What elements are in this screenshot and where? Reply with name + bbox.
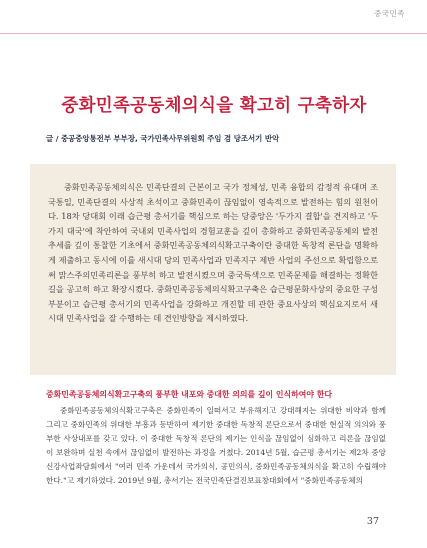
page-number: 37 xyxy=(366,516,379,527)
intro-paragraph: 중화민족공동체의식은 민족단결의 근본이고 국가 정체성, 민족 융합의 감정적 유대며 조국통일, 민족단결의 사상적 초석이고 중화민족이 끊임없이 영속적으로 발전하는 힘의 원천이다. 18차 당대회 이래 습근평 총서기를 핵심으로 하는 당중앙은 '두가지 결합'을 견지하고 '두가지 대국'에 착안하여 국내외 민족사업의 경험교훈을 깊이 총화하고 중화민족공동체의 발전 추세를 깊이 통찰한 기초에서 중화민족공동체의식확고구축이란 중대한 독창적 론단을 명확하게 제출하고 동시에 이를 새시대 당의 민족사업과 민족지구 제반 사업의 주선으로 확립함으로써 맑스주의민족리론을 풍부히 하고 발전시켰으며 중국특색으로 민족문제를 해결하는 정확한 길을 공고히 하고 확장시켰다. 중화민족공동체의식확고구축은 습근평문화사상의 중요한 구성부분이고 습근평 총서기의 민족사업을 강화하고 개진할 데 관한 중요사상의 핵심요지로서 새시대 민족사업을 잘 수행하는 데 견인방향을 제시하였다. xyxy=(48,182,378,324)
section-heading: 중화민족공동체의식확고구축의 풍부한 내포와 중대한 의의를 깊이 인식하여야 한다 xyxy=(46,390,333,399)
header-divider xyxy=(0,33,427,34)
article-byline: 글 / 중공중앙통전부 부부장, 국가민족사무위원회 주임 겸 당조서기 반악 xyxy=(46,134,280,143)
title-block xyxy=(46,92,382,117)
section-label: 중국민족 xyxy=(374,9,405,18)
section-body xyxy=(46,404,386,489)
section-paragraph: 중화민족공동체의식확고구축은 중화민족이 일떠서고 부유해지고 강대해지는 위대한 비약과 함께 그리고 중화민족의 위대한 부흥과 동반하여 제기한 중대한 독창적 론단으로서 중대한 현실적 의의와 풍부한 사상내포를 갖고 있다. 이 중대한 독창적 론단의 제기는 인식을 끊임없이 심화하고 리론을 끊임없이 보완하며 실천 속에서 끊임없이 발전하는 과정을 거쳤다. 2014년 5월, 습근평 총서기는 제2차 중앙신강사업좌담회에서 "여러 민족 가운데서 국가의식, 공민의식, 중화민족공동체의식을 확고히 수립해야 한다."고 제기하였다. 2019년 9월, 총서기는 전국민족단결진보표창대회에서 "중화민족공동체의 xyxy=(46,406,386,486)
intro-text xyxy=(48,180,378,326)
article-title: 중화민족공동체의식을 확고히 구축하자 xyxy=(61,96,367,116)
